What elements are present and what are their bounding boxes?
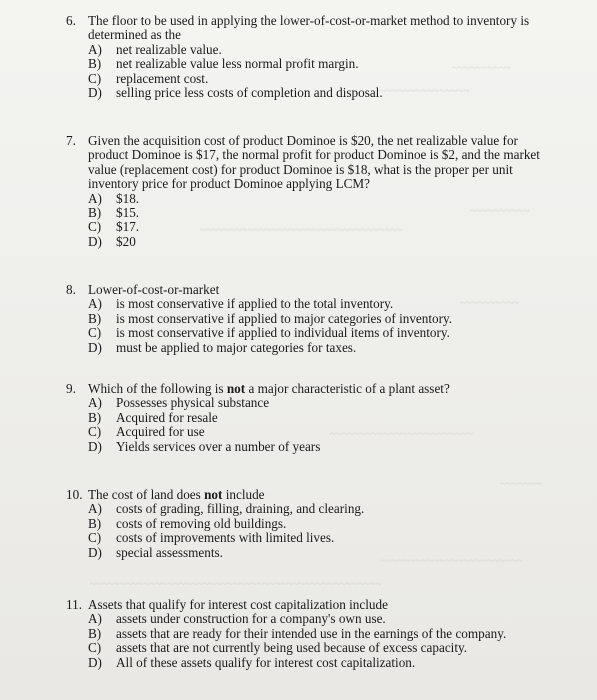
option-a: A) is most conservative if applied to the total inventory. [88, 296, 394, 312]
question-stem-continued: product Dominoe is $17, the normal profit for product Dominoe is $2, and the market [88, 147, 540, 163]
emphasis-not: not [226, 381, 246, 396]
option-a: A) $18. [88, 190, 140, 206]
option-b: B) costs of removing old buildings. [88, 515, 287, 531]
question-stem-continued: determined as the [88, 27, 182, 43]
option-c: C) assets that are not currently being used because of excess capacity. [88, 640, 468, 656]
option-b: B) net realizable value less normal profit margin. [88, 56, 359, 72]
option-d: D) special assessments. [88, 544, 223, 560]
option-d: D) selling price less costs of completion and disposal. [88, 85, 383, 101]
option-a: A) Possesses physical substance [88, 395, 270, 411]
option-b: B) is most conservative if applied to major categories of inventory. [88, 310, 453, 326]
question-6 [66, 14, 529, 100]
option-c: C) costs of improvements with limited lives. [88, 530, 335, 546]
bleed-through-text: ~~~~~~~~~~~~~~~ [380, 85, 470, 97]
question-stem: 10. The cost of land does not include [66, 487, 265, 502]
option-d: D) must be applied to major categories for taxes. [88, 339, 357, 355]
question-stem-continued: value (replacement cost) for product Dominoe is $18, what is the proper per unit [88, 161, 513, 177]
option-a: A) costs of grading, filling, draining, and clearing. [88, 501, 365, 517]
option-d: D) All of these assets qualify for interest cost capitalization. [88, 654, 416, 670]
option-a: A) net realizable value. [88, 41, 222, 57]
option-d: D) $20 [88, 233, 136, 249]
bleed-through-text: ~~~~~~~~~~ [460, 297, 520, 309]
question-11 [66, 598, 506, 670]
bleed-through-text: ~~~~~~~~~~ [470, 205, 530, 217]
option-c: C) replacement cost. [88, 70, 209, 86]
bleed-through-text: ~~~~~~~~~~~~~~~~~~~~~~~~~~~~~~~~~~~~~~~~~~~~~~~~~ [90, 578, 382, 590]
question-stem-continued: inventory price for product Dominoe applying LCM? [88, 176, 370, 192]
option-c: C) $17. [88, 219, 140, 235]
option-b: B) Acquired for resale [88, 409, 218, 425]
question-stem: 9. Which of the following is not a major characteristic of a plant asset? [66, 381, 450, 396]
option-c: C) is most conservative if applied to individual items of inventory. [88, 325, 450, 341]
question-9 [66, 382, 450, 454]
option-c: C) Acquired for use [88, 424, 205, 440]
option-b: B) assets that are ready for their intended use in the earnings of the company. [88, 625, 507, 641]
emphasis-not: not [204, 487, 223, 502]
option-a: A) assets under construction for a company's own use. [88, 611, 386, 627]
question-stem: 6. The floor to be used in applying the lower-of-cost-or-market method to inventory is [66, 13, 530, 28]
bleed-through-text: ~~~~~~~~~~~~~~~~~~~~~~~~~~~~~~~~~~ [200, 224, 403, 236]
option-b: B) $15. [88, 205, 140, 221]
question-8 [66, 283, 452, 355]
question-stem: 8. Lower-of-cost-or-market [66, 282, 220, 297]
bleed-through-text: ~~~~~~~~~~~~~~~~~~~~~~~~ [380, 555, 523, 567]
bleed-through-text: ~~~~~~~ [500, 478, 542, 490]
option-d: D) Yields services over a number of years [88, 438, 321, 454]
question-10 [66, 488, 364, 560]
question-stem: 11. Assets that qualify for interest cost capitalization include [66, 597, 388, 612]
question-7 [66, 134, 540, 249]
bleed-through-text: ~~~~~~~~~~~~~~~~~~~~~~~~ [330, 428, 473, 440]
question-stem: 7. Given the acquisition cost of product Dominoe is $20, the net realizable value for [66, 133, 518, 148]
bleed-through-text: ~~~~~~~~~~ [452, 62, 512, 74]
